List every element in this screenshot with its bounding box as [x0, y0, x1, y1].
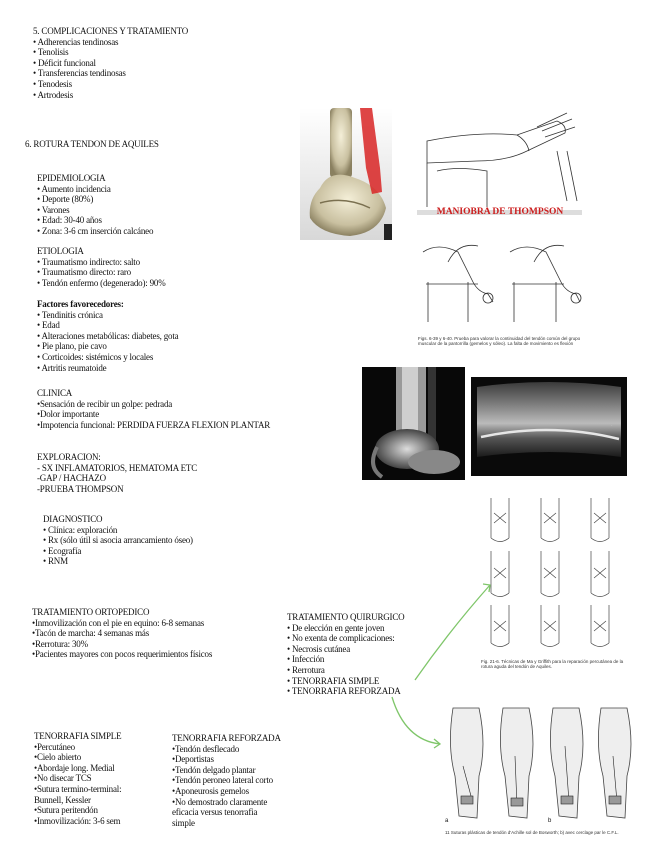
list-item: • Corticoides: sistémicos y locales [37, 351, 154, 362]
list-item: • Déficit funcional [33, 57, 96, 68]
list-item: • Traumatismo directo: raro [37, 267, 131, 278]
list-item: •Aponeurosis gemelos [172, 785, 249, 796]
list-item: • Rerrotura [287, 664, 325, 675]
clinica-title: CLINICA [37, 388, 73, 398]
list-item: Bunnell, Kessler [34, 794, 91, 805]
list-item: • Deporte (80%) [37, 194, 94, 205]
list-item: • Pie plano, pie cavo [37, 341, 107, 352]
list-item: • Adherencias tendinosas [33, 36, 119, 47]
list-item: • Edad: 30-40 años [37, 215, 102, 226]
list-item: • Varones [37, 204, 70, 215]
list-item: •No demostrado claramente [172, 796, 268, 807]
list-item: • Tenolisis [33, 47, 69, 58]
ortopedico-title: TRATAMIENTO ORTOPEDICO [32, 607, 150, 617]
list-item: •No disecar TCS [34, 773, 92, 784]
list-item: • TENORRAFIA SIMPLE [287, 675, 380, 686]
list-item: • Artritis reumatoide [37, 362, 107, 373]
list-item: • De elección en gente joven [287, 622, 385, 633]
etiologia-title: ETIOLOGIA [37, 246, 84, 256]
suture-caption: Fig. 21-6. Técnicas de Ma y Griffith para la reparación percutánea de la rotura aguda del tendón de Aquiles. [481, 659, 624, 669]
list-item: •Rerrotura: 30% [32, 638, 88, 649]
thompson-label: MANIOBRA DE THOMPSON [436, 207, 564, 217]
list-item: •Inmovilización: 3-6 sem [34, 815, 121, 826]
list-item: •Sutura peritendón [34, 805, 98, 816]
tenorrafia-simple-title: TENORRAFIA SIMPLE [34, 731, 122, 741]
section-6-title: 6. ROTURA TENDON DE AQUILES [25, 139, 159, 149]
list-item: •Tacón de marcha: 4 semanas más [32, 628, 150, 639]
epidemiologia-title: EPIDEMIOLOGIA [37, 173, 106, 183]
list-item: •Tendón delgado plantar [172, 764, 256, 775]
list-item: -GAP / HACHAZO [37, 473, 106, 484]
arrow-to-sutures [415, 585, 490, 680]
calf-label-a: a [445, 818, 449, 824]
list-item: •Abordaje long. Medial [34, 762, 115, 773]
list-item: -PRUEBA THOMPSON [37, 483, 124, 494]
list-item: •Inmovilización con el pie en equino: 6-8 semanas [32, 617, 205, 628]
diagnostico-title: DIAGNOSTICO [43, 514, 103, 524]
list-item: •Sensación de recibir un golpe: pedrada [37, 398, 173, 409]
list-item: simple [172, 817, 195, 828]
factores-title: Factores favorecedores: [37, 299, 124, 309]
list-item: • TENORRAFIA REFORZADA [287, 686, 401, 697]
tenorrafia-reforzada-title: TENORRAFIA REFORZADA [172, 733, 281, 743]
list-item: •Sutura termino-terminal: [34, 783, 122, 794]
section-5-title: 5. COMPLICACIONES Y TRATAMIENTO [33, 26, 189, 36]
thompson-caption: Figs. 6-39 y 6-40. Prueba para valorar la continuidad del tendón común del grupo muscular de la pantorrilla (gemelos y sóleo). La falta de movimiento es flexión [418, 336, 581, 346]
list-item: •Deportistas [172, 754, 214, 765]
svg-text:·: · [611, 423, 613, 429]
calf-label-b: b [548, 818, 552, 824]
list-item: • Infección [287, 654, 325, 665]
list-item: eficacia versus tenorrafia [172, 807, 258, 818]
list-item: • Ecografía [43, 545, 82, 556]
list-item: • No exenta de complicaciones: [287, 633, 395, 644]
list-item: •Dolor importante [37, 409, 99, 420]
list-item: • Alteraciones metabólicas: diabetes, gota [37, 330, 179, 341]
quirurgico-title: TRATAMIENTO QUIRURGICO [287, 612, 405, 622]
list-item: • Tendón enfermo (degenerado): 90% [37, 277, 166, 288]
calf-caption: 11 Suturas plásticas de tendón d'Achille sol de Bosworth; b) avec cerclage par le C.F.L. [445, 830, 619, 835]
list-item: • Necrosis cutánea [287, 643, 351, 654]
list-item: • Traumatismo indirecto: salto [37, 256, 140, 267]
arrow-to-calf [392, 697, 440, 744]
exploracion-title: EXPLORACION: [37, 452, 101, 462]
list-item: •Percutáneo [34, 741, 75, 752]
list-item: •Tendón desflecado [172, 743, 240, 754]
list-item: • Aumento incidencia [37, 183, 111, 194]
list-item: - SX INFLAMATORIOS, HEMATOMA ETC [37, 462, 198, 473]
list-item: • Rx (sólo útil si asocia arrancamiento óseo) [43, 535, 193, 546]
list-item: •Pacientes mayores con pocos requerimientos físicos [32, 649, 213, 660]
list-item: • Transferencias tendinosas [33, 68, 126, 79]
list-item: •Tendón peroneo lateral corto [172, 775, 273, 786]
list-item: • Clínica: exploración [43, 524, 118, 535]
list-item: •Cielo abierto [34, 752, 82, 763]
list-item: • Edad [37, 320, 60, 331]
list-item: • RNM [43, 556, 68, 567]
list-item: • Tenodesis [33, 78, 72, 89]
list-item: • Zona: 3-6 cm inserción calcáneo [37, 225, 154, 236]
list-item: • Artrodesis [33, 89, 73, 100]
list-item: •Impotencia funcional: PERDIDA FUERZA FLEXION PLANTAR [37, 419, 271, 430]
list-item: • Tendinitis crónica [37, 309, 103, 320]
